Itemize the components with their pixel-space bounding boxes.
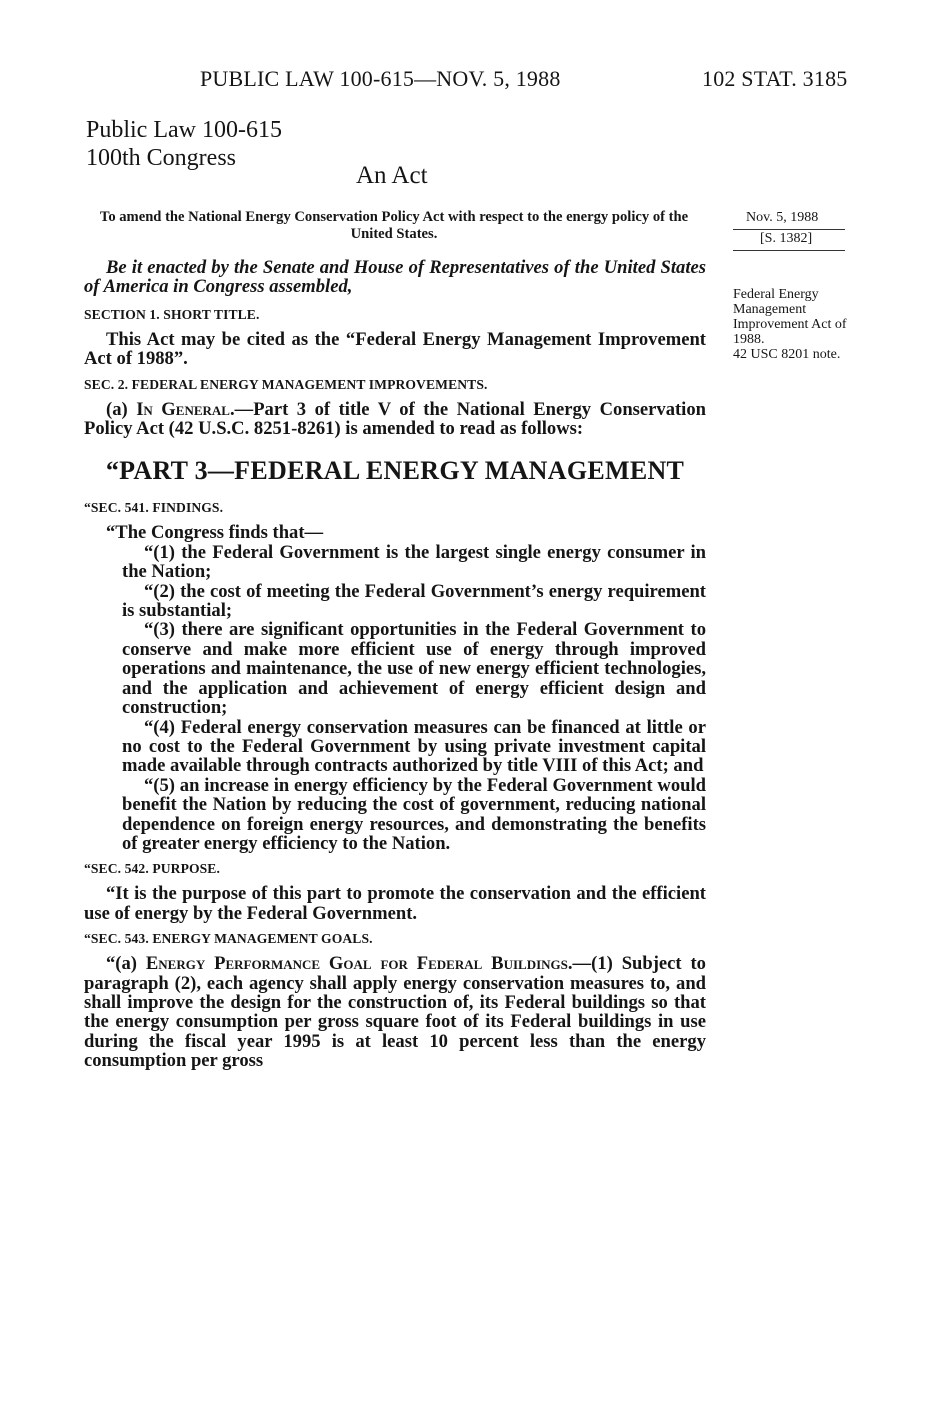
running-head-right: 102 STAT. 3185 xyxy=(702,66,848,91)
sidenote-rule-bottom xyxy=(733,250,845,251)
finding-1-text: “(1) the Federal Government is the largest single energy consumer in the Nation; xyxy=(122,541,706,583)
sidenote-date: Nov. 5, 1988 xyxy=(746,210,819,225)
sidenote-act-name: Federal Energy Management Improvement Act of 1988. xyxy=(733,287,847,347)
congress-number: 100th Congress xyxy=(86,145,236,171)
finding-4 xyxy=(84,718,706,776)
sidenote-bill-number: [S. 1382] xyxy=(760,231,813,246)
law-title-block xyxy=(86,116,282,172)
section-541-heading: “SEC. 541. FINDINGS. xyxy=(84,500,224,516)
section-2a-text: —Part 3 of title V of the National Energy Conservation Policy Act (42 U.S.C. 8251-8261) is amended to read as follows: xyxy=(84,398,706,440)
finding-1 xyxy=(84,543,706,582)
section-1-text: This Act may be cited as the “Federal Energy Management Improvement Act of 1988”. xyxy=(84,328,706,370)
act-purpose: To amend the National Energy Conservation Policy Act with respect to the energy policy of the United States. xyxy=(99,209,689,242)
finding-5-text: “(5) an increase in energy efficiency by the Federal Government would benefit the Nation by reducing the cost of government, reducing national dependence on foreign energy resources, and demonstrating the benefits of greater energy efficiency to the Nation. xyxy=(122,774,706,854)
sidenote-usc: 42 USC 8201 note. xyxy=(733,347,841,362)
statute-body xyxy=(84,258,706,1071)
section-543a-paragraph xyxy=(84,954,706,1070)
sidenote-topic xyxy=(733,287,863,362)
finding-5 xyxy=(84,776,706,854)
section-543a-caption: Energy Performance Goal for Federal Buildings. xyxy=(145,953,573,975)
public-law-number: Public Law 100-615 xyxy=(86,117,282,143)
finding-2-text: “(2) the cost of meeting the Federal Government’s energy requirement is substantial; xyxy=(122,580,706,622)
finding-3-text: “(3) there are significant opportunities in the Federal Government to conserve and make more efficient use of energy through improved operations and maintenance, the use of new energy efficient technologies, and the application and achievement of energy efficient design and construction; xyxy=(122,619,706,719)
finding-2 xyxy=(84,582,706,621)
section-543a-text: —(1) Subject to paragraph (2), each agency shall apply energy conservation measures to, and shall improve the design for the construction of, its Federal buildings so that the energy consumption per gross square foot of its Federal buildings in use during the fiscal year 1995 is at least 10 percent less than the energy consumption per gross xyxy=(84,953,706,1072)
enacting-clause: Be it enacted by the Senate and House of Representatives of the United States of America in Congress assembled, xyxy=(84,257,706,298)
section-2a-label: (a) xyxy=(106,398,137,420)
section-2a-paragraph xyxy=(84,400,706,439)
section-542-text: “It is the purpose of this part to promote the conservation and the efficient use of energy by the Federal Government. xyxy=(84,883,706,924)
running-head-left: PUBLIC LAW 100-615—NOV. 5, 1988 xyxy=(200,66,561,91)
finding-4-text: “(4) Federal energy conservation measures can be financed at little or no cost to the Federal Government by using private investment capital made available through contracts authorized by title VIII of this Act; and xyxy=(122,716,706,777)
section-543-heading: “SEC. 543. ENERGY MANAGEMENT GOALS. xyxy=(84,931,373,947)
section-2a-caption: In General. xyxy=(136,398,235,420)
act-heading: An Act xyxy=(356,162,428,189)
findings-intro: “The Congress finds that— xyxy=(106,522,324,544)
sidenote-rule-top xyxy=(733,229,845,230)
section-543a-label: “(a) xyxy=(106,953,146,975)
section-2-heading: SEC. 2. FEDERAL ENERGY MANAGEMENT IMPROVEMENTS. xyxy=(84,376,488,392)
section-1-heading: SECTION 1. SHORT TITLE. xyxy=(84,306,260,322)
section-542-heading: “SEC. 542. PURPOSE. xyxy=(84,861,220,877)
part-3-heading: “PART 3—FEDERAL ENERGY MANAGEMENT xyxy=(105,456,685,486)
finding-3 xyxy=(84,620,706,717)
